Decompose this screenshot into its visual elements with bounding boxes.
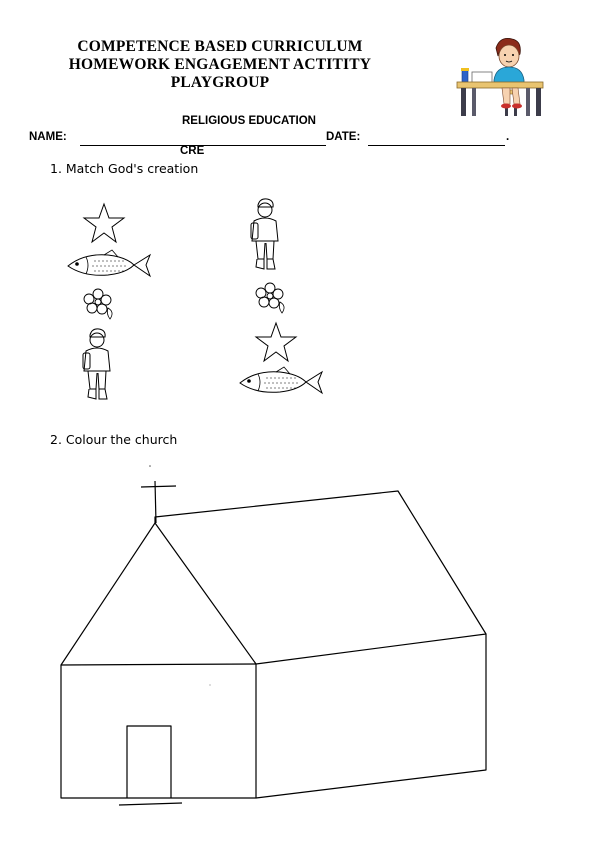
- cross-horizontal: [141, 486, 176, 487]
- child-at-desk-illustration: [452, 34, 547, 120]
- date-answer-line[interactable]: [368, 145, 505, 146]
- title-line-2: HOMEWORK ENGAGEMENT ACTITITY: [68, 56, 372, 73]
- fish-icon: [64, 249, 152, 281]
- date-label: DATE:: [326, 131, 361, 143]
- date-end-period: .: [506, 131, 510, 143]
- worksheet-title: [60, 38, 380, 92]
- question-2-text: 2. Colour the church: [50, 432, 178, 447]
- name-label: NAME:: [29, 131, 67, 143]
- title-line-3: PLAYGROUP: [170, 74, 270, 91]
- flower-icon: [254, 280, 288, 314]
- church-outline-drawing[interactable]: [0, 460, 594, 841]
- title-line-1: COMPETENCE BASED CURRICULUM: [77, 38, 363, 55]
- star-icon: [254, 322, 298, 362]
- fish-icon: [236, 366, 324, 398]
- subject-heading: RELIGIOUS EDUCATION: [182, 115, 316, 127]
- question-1-text: 1. Match God's creation: [50, 161, 199, 176]
- boy-icon: [80, 327, 114, 403]
- boy-icon: [248, 197, 282, 273]
- flower-icon: [82, 286, 116, 320]
- star-icon: [82, 203, 126, 243]
- cre-subtitle: CRE: [180, 145, 205, 157]
